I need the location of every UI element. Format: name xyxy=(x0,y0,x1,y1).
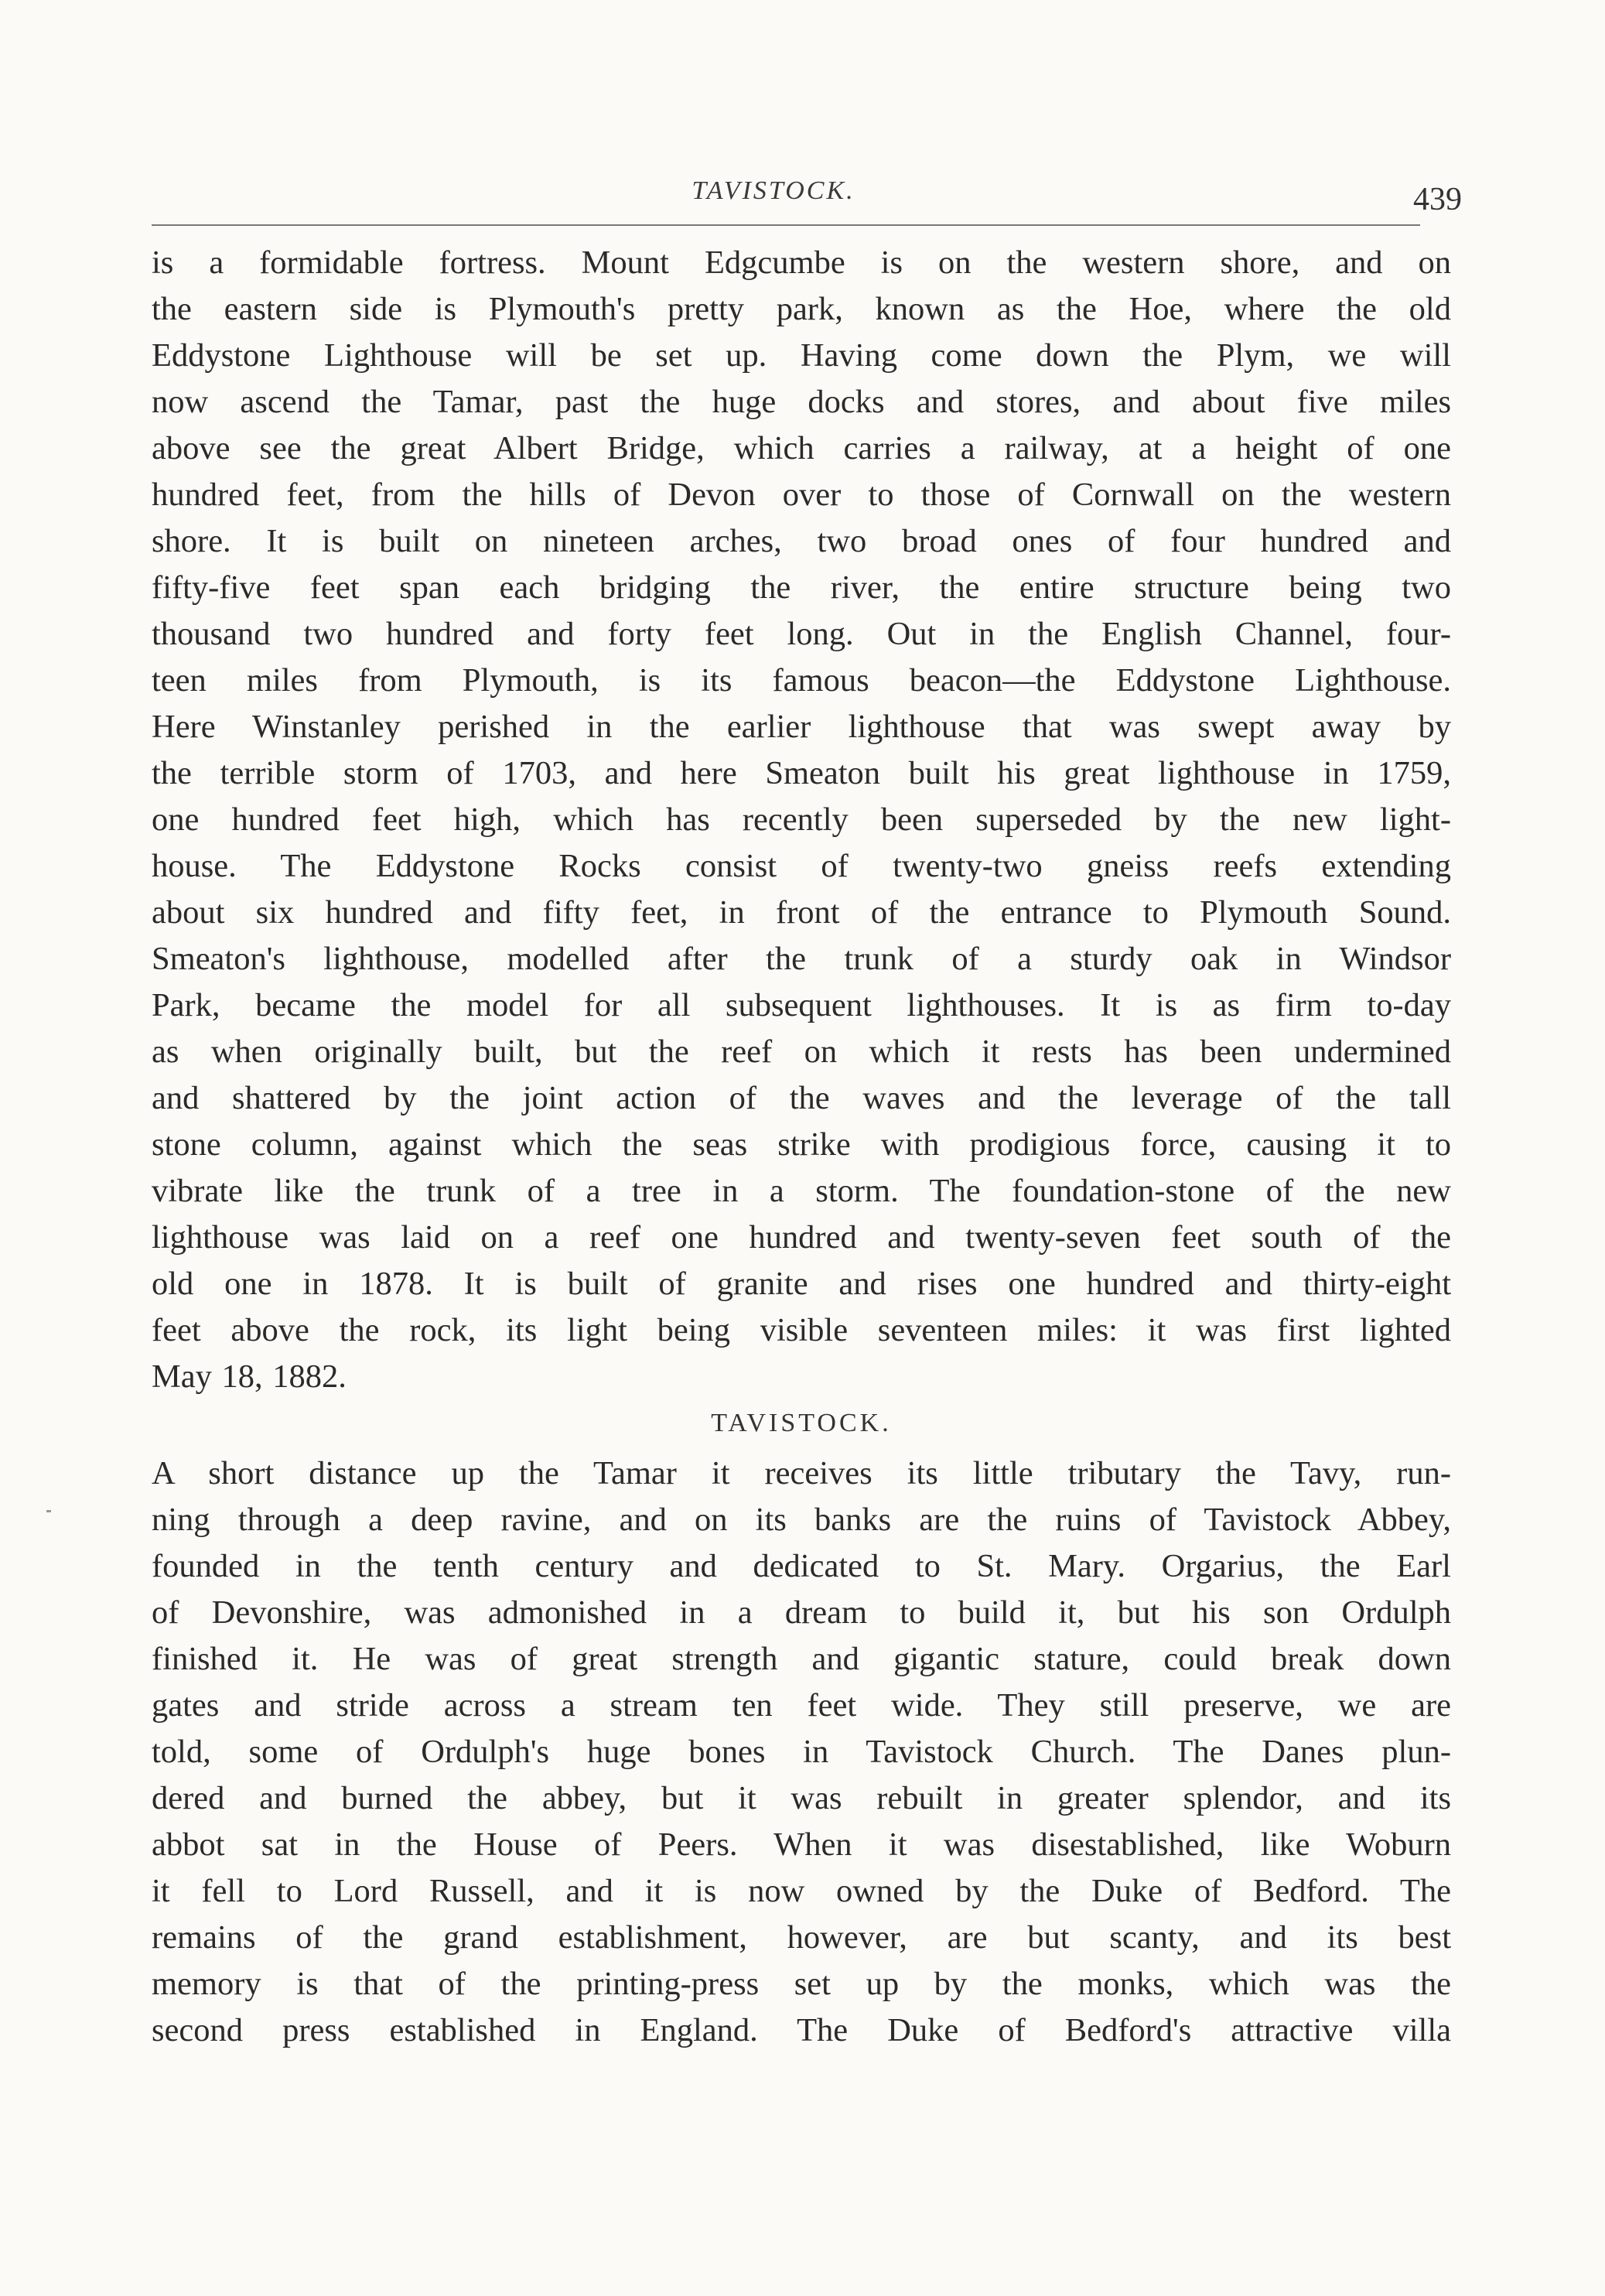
text-line: the terrible storm of 1703, and here Smeaton built his great lighthouse in 1759, xyxy=(152,755,1451,791)
text-line: is a formidable fortress. Mount Edgcumbe is on the western shore, and on xyxy=(152,244,1451,281)
text-line: stone column, against which the seas strike with prodigious force, causing it to xyxy=(152,1126,1451,1163)
text-line: fifty-five feet span each bridging the river, the entire structure being two xyxy=(152,569,1451,606)
text-line: Here Winstanley perished in the earlier lighthouse that was swept away by xyxy=(152,709,1451,745)
section-heading: TAVISTOCK. xyxy=(711,1409,892,1437)
text-line: finished it. He was of great strength and gigantic stature, could break down xyxy=(152,1641,1451,1677)
running-title: TAVISTOCK. xyxy=(692,176,855,205)
text-line: about six hundred and fifty feet, in front of the entrance to Plymouth Sound. xyxy=(152,894,1451,931)
text-line: memory is that of the printing-press set up by the monks, which was the xyxy=(152,1966,1451,2002)
running-header xyxy=(0,176,1605,223)
text-line: house. The Eddystone Rocks consist of twenty-two gneiss reefs extending xyxy=(152,848,1451,884)
text-line: vibrate like the trunk of a tree in a storm. The foundation-stone of the new xyxy=(152,1173,1451,1209)
text-line: Eddystone Lighthouse will be set up. Having come down the Plym, we will xyxy=(152,337,1451,374)
text-line: teen miles from Plymouth, is its famous beacon—the Eddystone Lighthouse. xyxy=(152,662,1451,699)
text-line: now ascend the Tamar, past the huge docks and stores, and about five miles xyxy=(152,384,1451,420)
text-line: abbot sat in the House of Peers. When it was disestablished, like Woburn xyxy=(152,1826,1451,1863)
header-rule xyxy=(152,224,1420,226)
text-line: May 18, 1882. xyxy=(152,1358,347,1395)
text-line: the eastern side is Plymouth's pretty park, known as the Hoe, where the old xyxy=(152,291,1451,327)
margin-speck xyxy=(46,1510,51,1512)
text-line: shore. It is built on nineteen arches, two broad ones of four hundred and xyxy=(152,523,1451,559)
text-line: hundred feet, from the hills of Devon over to those of Cornwall on the western xyxy=(152,477,1451,513)
text-line: remains of the grand establishment, however, are but scanty, and its best xyxy=(152,1919,1451,1956)
text-line: told, some of Ordulph's huge bones in Tavistock Church. The Danes plun- xyxy=(152,1734,1451,1770)
text-line: ning through a deep ravine, and on its banks are the ruins of Tavistock Abbey, xyxy=(152,1502,1451,1538)
text-line: second press established in England. The Duke of Bedford's attractive villa xyxy=(152,2012,1451,2048)
text-line: Smeaton's lighthouse, modelled after the trunk of a sturdy oak in Windsor xyxy=(152,941,1451,977)
text-line: as when originally built, but the reef on which it rests has been undermined xyxy=(152,1034,1451,1070)
text-line: A short distance up the Tamar it receives its little tributary the Tavy, run- xyxy=(152,1455,1451,1491)
text-line: old one in 1878. It is built of granite and rises one hundred and thirty-eight xyxy=(152,1266,1451,1302)
text-line: and shattered by the joint action of the waves and the leverage of the tall xyxy=(152,1080,1451,1116)
text-line: founded in the tenth century and dedicated to St. Mary. Orgarius, the Earl xyxy=(152,1548,1451,1584)
text-line: one hundred feet high, which has recently been superseded by the new light- xyxy=(152,801,1451,838)
text-line: of Devonshire, was admonished in a dream to build it, but his son Ordulph xyxy=(152,1594,1451,1631)
page-number: 439 xyxy=(1413,182,1462,217)
text-line: dered and burned the abbey, but it was rebuilt in greater splendor, and its xyxy=(152,1780,1451,1816)
text-line: above see the great Albert Bridge, which carries a railway, at a height of one xyxy=(152,430,1451,466)
text-line: gates and stride across a stream ten feet wide. They still preserve, we are xyxy=(152,1687,1451,1724)
text-line: thousand two hundred and forty feet long. Out in the English Channel, four- xyxy=(152,616,1451,652)
text-line: lighthouse was laid on a reef one hundred and twenty-seven feet south of the xyxy=(152,1219,1451,1256)
text-line: feet above the rock, its light being visible seventeen miles: it was first lighted xyxy=(152,1312,1451,1348)
text-line: Park, became the model for all subsequent lighthouses. It is as firm to-day xyxy=(152,987,1451,1023)
text-line: it fell to Lord Russell, and it is now owned by the Duke of Bedford. The xyxy=(152,1873,1451,1909)
